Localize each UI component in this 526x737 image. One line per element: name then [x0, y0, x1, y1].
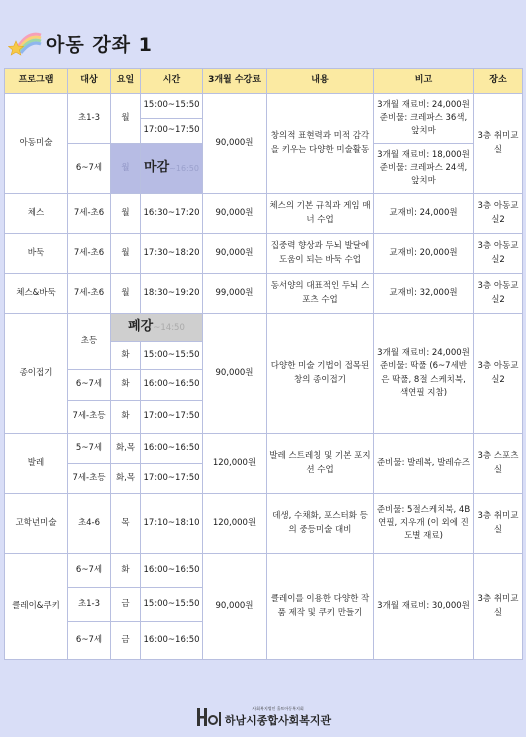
time-cell: 15:00~15:50 [141, 588, 203, 622]
page-header [8, 26, 153, 60]
target-cell: 6~7세 [68, 370, 111, 401]
program-cell: 발레 [5, 434, 68, 494]
day-cell: 월 [111, 234, 141, 274]
footer-text [225, 706, 331, 728]
time-cell: 16:00~16:50 [141, 370, 203, 401]
fee-cell: 90,000원 [203, 194, 267, 234]
content-cell: 데생, 수채화, 포스터화 등의 중등미술 대비 [267, 494, 374, 554]
table-header-row [5, 69, 523, 94]
target-cell: 6~7세 [68, 144, 111, 194]
day-cell: 금 [111, 622, 141, 660]
place-cell: 3층 아동교실2 [474, 194, 523, 234]
content-cell: 동서양의 대표적인 두뇌 스포츠 수업 [267, 274, 374, 314]
header-fee: 3개월 수강료 [203, 69, 267, 94]
table-row [5, 194, 523, 234]
header-place: 장소 [474, 69, 523, 94]
day-cell: 월 [111, 194, 141, 234]
header-day: 요일 [111, 69, 141, 94]
header-time: 시간 [141, 69, 203, 94]
program-cell: 체스&바둑 [5, 274, 68, 314]
table-row [5, 494, 523, 554]
fee-cell: 90,000원 [203, 314, 267, 434]
place-cell: 3층 취미교실 [474, 494, 523, 554]
holt-logo-icon [195, 706, 223, 728]
note-cell: 교재비: 32,000원 [374, 274, 474, 314]
note-cell: 3개월 재료비: 24,000원 준비물: 크레파스 36색, 앞치마 [374, 94, 474, 144]
footer [0, 706, 526, 728]
target-cell: 5~7세 [68, 434, 111, 464]
closed-time-cell [141, 144, 203, 194]
program-cell: 종이접기 [5, 314, 68, 434]
day-cell: 화 [111, 370, 141, 401]
header-program: 프로그램 [5, 69, 68, 94]
target-cell: 초1-3 [68, 94, 111, 144]
fee-cell: 90,000원 [203, 554, 267, 660]
page-title: 아동 강좌 1 [46, 33, 153, 56]
place-cell: 3층 아동교실2 [474, 274, 523, 314]
fee-cell: 99,000원 [203, 274, 267, 314]
place-cell: 3층 스포츠실 [474, 434, 523, 494]
day-cell: 월 [111, 274, 141, 314]
header-note: 비고 [374, 69, 474, 94]
time-cell: 18:30~19:20 [141, 274, 203, 314]
closed-time-remnant: ~16:50 [169, 164, 199, 174]
target-cell: 7세-초등 [68, 401, 111, 434]
header-target: 대상 [68, 69, 111, 94]
time-cell: 17:30~18:20 [141, 234, 203, 274]
time-cell: 17:00~17:50 [141, 464, 203, 494]
program-cell: 아동미술 [5, 94, 68, 194]
target-cell: 초4-6 [68, 494, 111, 554]
content-cell: 체스의 기본 규칙과 게임 매너 수업 [267, 194, 374, 234]
closed-stamp: 마감 [144, 160, 170, 176]
target-cell: 7세-초6 [68, 274, 111, 314]
time-cell: 16:00~16:50 [141, 434, 203, 464]
note-cell: 교재비: 24,000원 [374, 194, 474, 234]
fee-cell: 90,000원 [203, 94, 267, 194]
time-cell: 16:00~16:50 [141, 622, 203, 660]
target-cell: 초등 [68, 314, 111, 370]
header-content: 내용 [267, 69, 374, 94]
time-cell: 15:00~15:50 [141, 94, 203, 119]
day-cell: 금 [111, 588, 141, 622]
content-cell: 창의적 표현력과 미적 감각을 키우는 다양한 미술활동 [267, 94, 374, 194]
table-row [5, 234, 523, 274]
table-row [5, 94, 523, 119]
place-cell: 3층 아동교실2 [474, 314, 523, 434]
target-cell: 7세-초6 [68, 234, 111, 274]
fee-cell: 120,000원 [203, 494, 267, 554]
course-table [4, 68, 523, 660]
rainbow-star-icon [8, 29, 42, 57]
target-cell: 7세-초등 [68, 464, 111, 494]
program-cell: 바둑 [5, 234, 68, 274]
day-cell: 화 [111, 342, 141, 370]
time-cell: 17:00~17:50 [141, 119, 203, 144]
content-cell: 발레 스트레칭 및 기본 포지션 수업 [267, 434, 374, 494]
program-cell: 고학년미술 [5, 494, 68, 554]
fee-cell: 120,000원 [203, 434, 267, 494]
target-cell: 6~7세 [68, 622, 111, 660]
note-cell: 교재비: 20,000원 [374, 234, 474, 274]
day-cell: 화,목 [111, 434, 141, 464]
note-cell: 3개월 재료비: 24,000원 준비물: 딱풀 (6~7세반은 딱풀, 8절 스케치북, 색연필 지참) [374, 314, 474, 434]
time-cell: 15:00~15:50 [141, 342, 203, 370]
footer-subtitle: 사회복지법인 홀트아동복지회 [252, 706, 304, 711]
place-cell: 3층 취미교실 [474, 94, 523, 194]
time-cell: 16:00~16:50 [141, 554, 203, 588]
day-cell: 화 [111, 554, 141, 588]
table-row [5, 434, 523, 464]
day-cell: 월 [111, 94, 141, 144]
time-cell: 17:00~17:50 [141, 401, 203, 434]
fee-cell: 90,000원 [203, 234, 267, 274]
footer-org-name: 하남시종합사회복지관 [224, 714, 332, 727]
target-cell: 7세-초6 [68, 194, 111, 234]
place-cell: 3층 아동교실2 [474, 234, 523, 274]
day-cell: 화 [111, 401, 141, 434]
abolished-stamp: 폐강 [128, 319, 154, 335]
target-cell: 6~7세 [68, 554, 111, 588]
program-cell: 클레이&쿠키 [5, 554, 68, 660]
table-row [5, 314, 523, 342]
program-cell: 체스 [5, 194, 68, 234]
content-cell: 다양한 미술 기법이 접목된 창의 종이접기 [267, 314, 374, 434]
content-cell: 집중력 향상과 두뇌 발달에 도움이 되는 바둑 수업 [267, 234, 374, 274]
time-cell: 16:30~17:20 [141, 194, 203, 234]
day-cell: 월 [111, 144, 141, 194]
note-cell: 3개월 재료비: 18,000원 준비물: 크레파스 24색, 앞치마 [374, 144, 474, 194]
table-row [5, 274, 523, 314]
target-cell: 초1-3 [68, 588, 111, 622]
abolished-time-remnant: ~14:50 [153, 323, 185, 334]
abolished-cell [111, 314, 203, 342]
place-cell: 3층 취미교실 [474, 554, 523, 660]
table-row [5, 554, 523, 588]
note-cell: 3개월 재료비: 30,000원 [374, 554, 474, 660]
note-cell: 준비물: 발레복, 발레슈즈 [374, 434, 474, 494]
note-cell: 준비물: 5절스케치북, 4B연필, 지우개 (이 외에 진도별 재료) [374, 494, 474, 554]
content-cell: 클레이를 이용한 다양한 작품 제작 및 쿠키 만들기 [267, 554, 374, 660]
day-cell: 화,목 [111, 464, 141, 494]
day-cell: 목 [111, 494, 141, 554]
time-cell: 17:10~18:10 [141, 494, 203, 554]
